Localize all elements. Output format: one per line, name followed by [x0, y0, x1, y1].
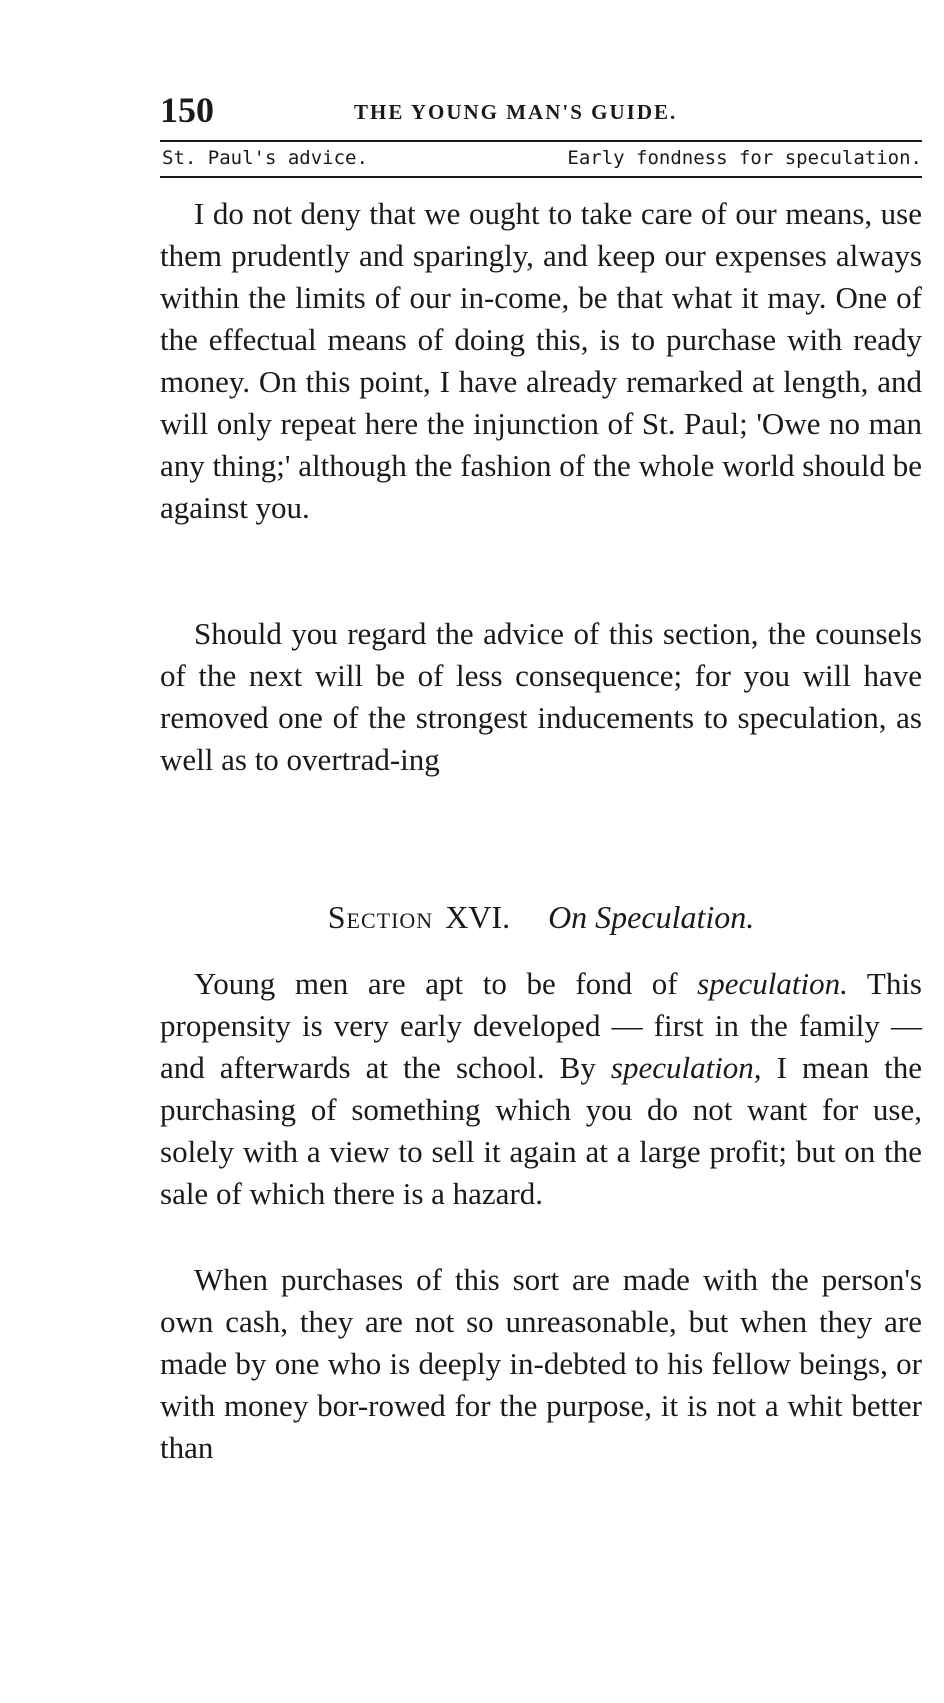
paragraph-2-text: Should you regard the advice of this section, the counsels of the next will be of less consequence; for you will have removed one of the strongest inducements to speculation, as well as to overtrad-ing [160, 616, 922, 777]
subhead-left: St. Paul's advice. [162, 147, 368, 169]
header-rule-bottom [160, 176, 922, 178]
paragraph-4 [160, 1259, 922, 1469]
section-number: XVI. [445, 899, 511, 935]
paragraph-3-part-b: This propensity is very early developed — first in the family — and afterwards at the school. By [160, 966, 922, 1085]
paragraph-1 [160, 193, 922, 529]
page-number: 150 [160, 90, 214, 130]
paragraph-2 [160, 613, 922, 781]
section-heading [160, 895, 922, 939]
subhead-right: Early fondness for speculation. [567, 147, 922, 169]
paragraph-3 [160, 963, 922, 1215]
book-title: THE YOUNG MAN'S GUIDE. [354, 100, 678, 124]
paragraph-1-text: I do not deny that we ought to take care of our means, use them prudently and sparingly, and keep our expenses always within the limits of our in-come, be that what it may. One of the effectual means of doing this, is to purchase with ready money. On this point, I have already remarked at length, and will only repeat here the injunction of St. Paul; 'Owe no man any thing;' although the fashion of the whole world should be against you. [160, 196, 922, 525]
paragraph-3-part-c: I mean the purchasing of something which you do not want for use, solely with a view to sell it again at a large profit; but on the sale of which there is a hazard. [160, 1050, 922, 1211]
subheads-row [160, 142, 922, 174]
section-title: On Speculation. [548, 899, 755, 935]
running-head [160, 88, 922, 132]
paragraph-3-emphasis-1: speculation. [697, 966, 848, 1001]
paragraph-3-text [160, 963, 922, 1215]
paragraph-3-part-a: Young men are apt to be fond of [194, 966, 698, 1001]
section-label: Section [327, 899, 434, 935]
paragraph-3-emphasis-2: speculation, [610, 1050, 762, 1085]
paragraph-4-text: When purchases of this sort are made with the person's own cash, they are not so unreasonable, but when they are made by one who is deeply in-debted to his fellow beings, or with money bor-rowed for the purpose, it is not a whit better than [160, 1262, 922, 1465]
